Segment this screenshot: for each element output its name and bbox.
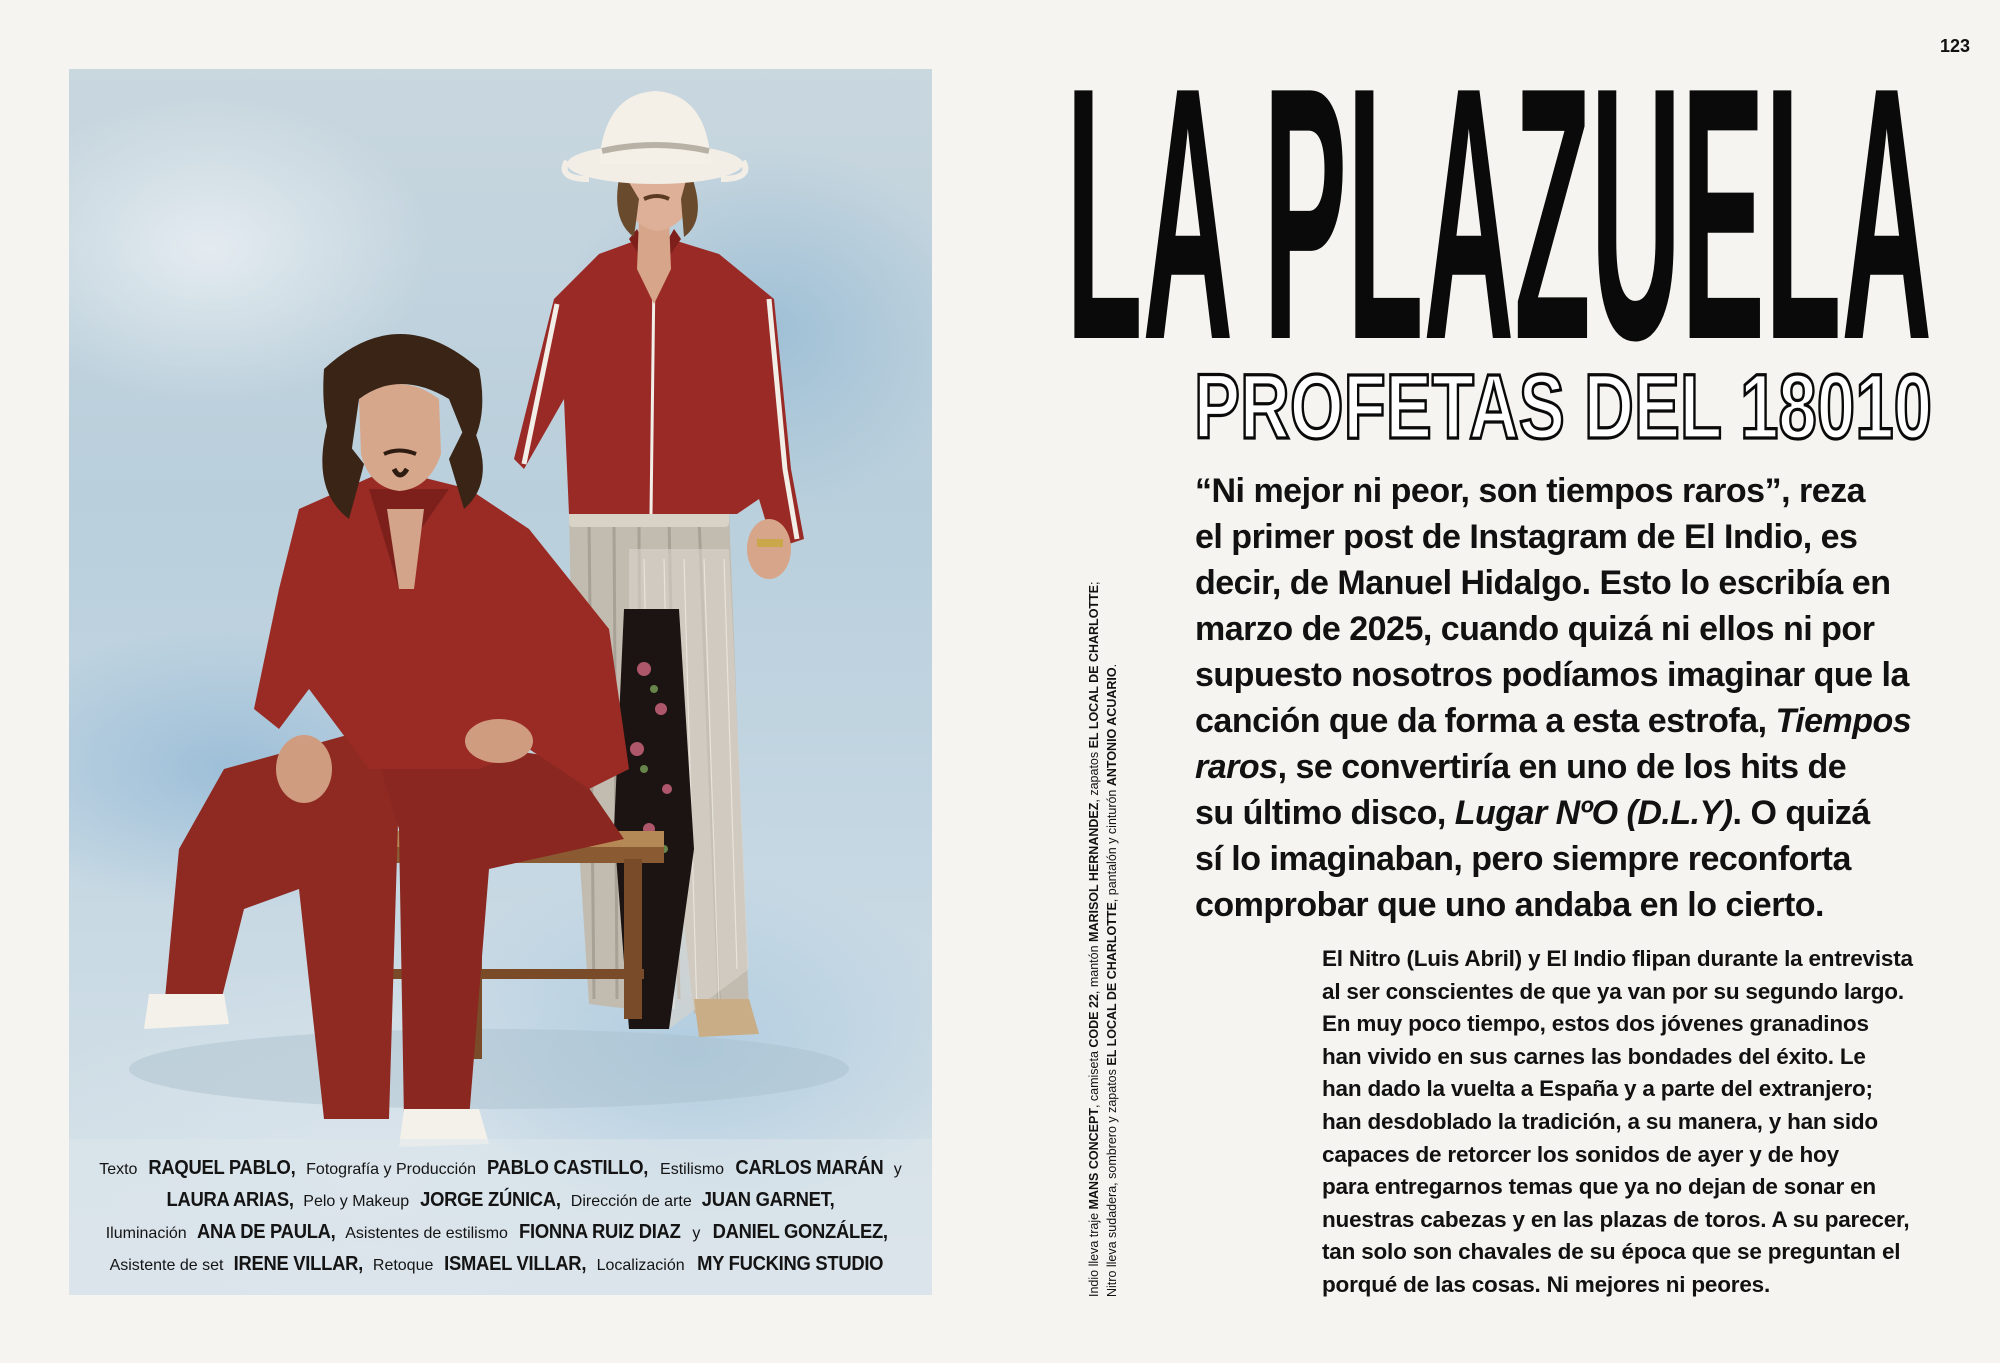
caption-text: Indio lleva traje (1087, 1209, 1101, 1297)
caption-text: , mantón (1087, 941, 1101, 995)
credit-key: Retoque (368, 1257, 438, 1274)
credit-value: MY FUCKING STUDIO (697, 1253, 884, 1275)
album-title: Lugar NºO (D.L.Y) (1454, 794, 1733, 832)
credits-line-1 (69, 1153, 932, 1185)
credit-key: Estilismo (655, 1161, 729, 1178)
lead-paragraph (1195, 468, 1915, 928)
credit-value: LAURA ARIAS, (166, 1189, 294, 1211)
lead-text: . O quizá (1732, 794, 1870, 832)
caption-text: , pantalón y cinturón (1105, 786, 1119, 903)
song-title: Tiempos (1775, 702, 1912, 740)
song-title: raros (1195, 748, 1278, 786)
lead-line: decir, de Manuel Hidalgo. Esto lo escribía en (1195, 564, 1891, 602)
credit-value: JUAN GARNET, (701, 1189, 835, 1211)
body-line: han dado la vuelta a España y a parte del extranjero; (1322, 1076, 1873, 1102)
caption-brand: MARISOL HERNANDEZ (1087, 802, 1101, 942)
lead-line: sí lo imaginaban, pero siempre reconforta (1195, 840, 1851, 878)
body-line: al ser conscientes de que ya van por su segundo largo. (1322, 978, 1904, 1004)
credits-line-2 (69, 1185, 932, 1217)
body-line: para entregarnos temas que ya no dejan de sonar en (1322, 1174, 1876, 1200)
lead-line (1195, 790, 1915, 836)
caption-brand: CODE 22 (1087, 994, 1101, 1048)
fashion-caption-line-2 (1103, 577, 1121, 1297)
credit-key: y (687, 1225, 705, 1242)
body-line: han vivido en sus carnes las bondades del éxito. Le (1322, 1043, 1866, 1069)
credit-value: JORGE ZÚNICA, (419, 1189, 561, 1211)
credits-line-3 (69, 1217, 932, 1249)
lead-line (1195, 744, 1915, 790)
caption-text: . (1105, 663, 1119, 668)
page-number: 123 (1939, 36, 1970, 56)
body-paragraph (1322, 943, 1942, 1302)
body-line: El Nitro (Luis Abril) y El Indio flipan durante la entrevista (1322, 946, 1913, 971)
body-line: han desdoblado la tradición, a su manera, y han sido (1322, 1108, 1878, 1134)
lead-line: “Ni mejor ni peor, son tiempos raros”, reza (1195, 472, 1866, 510)
body-line: porqué de las cosas. Ni mejores ni peores. (1322, 1271, 1771, 1297)
lead-text: , se convertiría en uno de los hits de (1277, 748, 1847, 786)
headline-title: LA PLAZUELA (1066, 52, 1932, 352)
credit-key: Iluminación (105, 1225, 192, 1242)
lead-line (1195, 698, 1915, 744)
credit-value: CARLOS MARÁN (734, 1157, 883, 1179)
credit-value: RAQUEL PABLO, (148, 1157, 296, 1179)
body-line: nuestras cabezas y en las plazas de toros. A su parecer, (1322, 1206, 1910, 1232)
subheadline (1190, 364, 1936, 444)
caption-brand: EL LOCAL DE CHARLOTTE (1105, 902, 1119, 1066)
body-line: capaces de retorcer los sonidos de ayer y de hoy (1322, 1141, 1839, 1167)
credit-key: Localización (592, 1257, 690, 1274)
credit-key: Asistentes de estilismo (341, 1225, 513, 1242)
caption-text: Nitro lleva sudadera, sombrero y zapatos (1105, 1065, 1119, 1297)
caption-text: , camiseta (1087, 1047, 1101, 1109)
credit-value: ANA DE PAULA, (197, 1221, 336, 1243)
body-line: En muy poco tiempo, estos dos jóvenes granadinos (1322, 1011, 1869, 1037)
credit-key: Asistente de set (109, 1257, 228, 1274)
credit-value: FIONNA RUIZ DIAZ (519, 1221, 681, 1243)
seated-man (144, 334, 629, 1147)
credit-value: DANIEL GONZÁLEZ, (712, 1221, 888, 1243)
caption-text: , zapatos (1087, 748, 1101, 803)
credit-value: ISMAEL VILLAR, (444, 1253, 586, 1275)
caption-text: ; (1087, 581, 1101, 585)
caption-brand: MANS CONCEPT (1087, 1108, 1101, 1210)
body-line: tan solo son chavales de su época que se preguntan el (1322, 1239, 1901, 1265)
lead-text: su último disco, (1195, 794, 1455, 832)
caption-brand: ANTONIO ACUARIO (1105, 667, 1119, 787)
caption-brand: EL LOCAL DE CHARLOTTE (1087, 584, 1101, 749)
credit-key: Pelo y Makeup (298, 1193, 414, 1210)
credits-line-4 (69, 1249, 932, 1281)
credit-key: Fotografía y Producción (301, 1161, 481, 1178)
lead-line: marzo de 2025, cuando quizá ni ellos ni por (1195, 610, 1875, 648)
fashion-caption-line-1 (1085, 577, 1103, 1297)
credit-value: IRENE VILLAR, (233, 1253, 363, 1275)
lead-line: supuesto nosotros podíamos imaginar que la (1195, 656, 1909, 694)
lead-line: comprobar que uno andaba en lo cierto. (1195, 886, 1824, 924)
credit-value: PABLO CASTILLO, (487, 1157, 649, 1179)
cover-photo (69, 69, 932, 1295)
credit-key: y (889, 1161, 902, 1178)
fashion-caption (1085, 577, 1121, 1297)
photo-credits (69, 1153, 932, 1281)
credit-key: Dirección de arte (566, 1193, 697, 1210)
credit-key: Texto (99, 1161, 142, 1178)
lead-text: canción que da forma a esta estrofa, (1195, 702, 1776, 740)
subheadline-text: PROFETAS DEL 18010 (1194, 364, 1932, 444)
lead-line: el primer post de Instagram de El Indio, es (1195, 518, 1858, 556)
headline (1066, 52, 1936, 352)
photo-illustration (69, 69, 932, 1295)
